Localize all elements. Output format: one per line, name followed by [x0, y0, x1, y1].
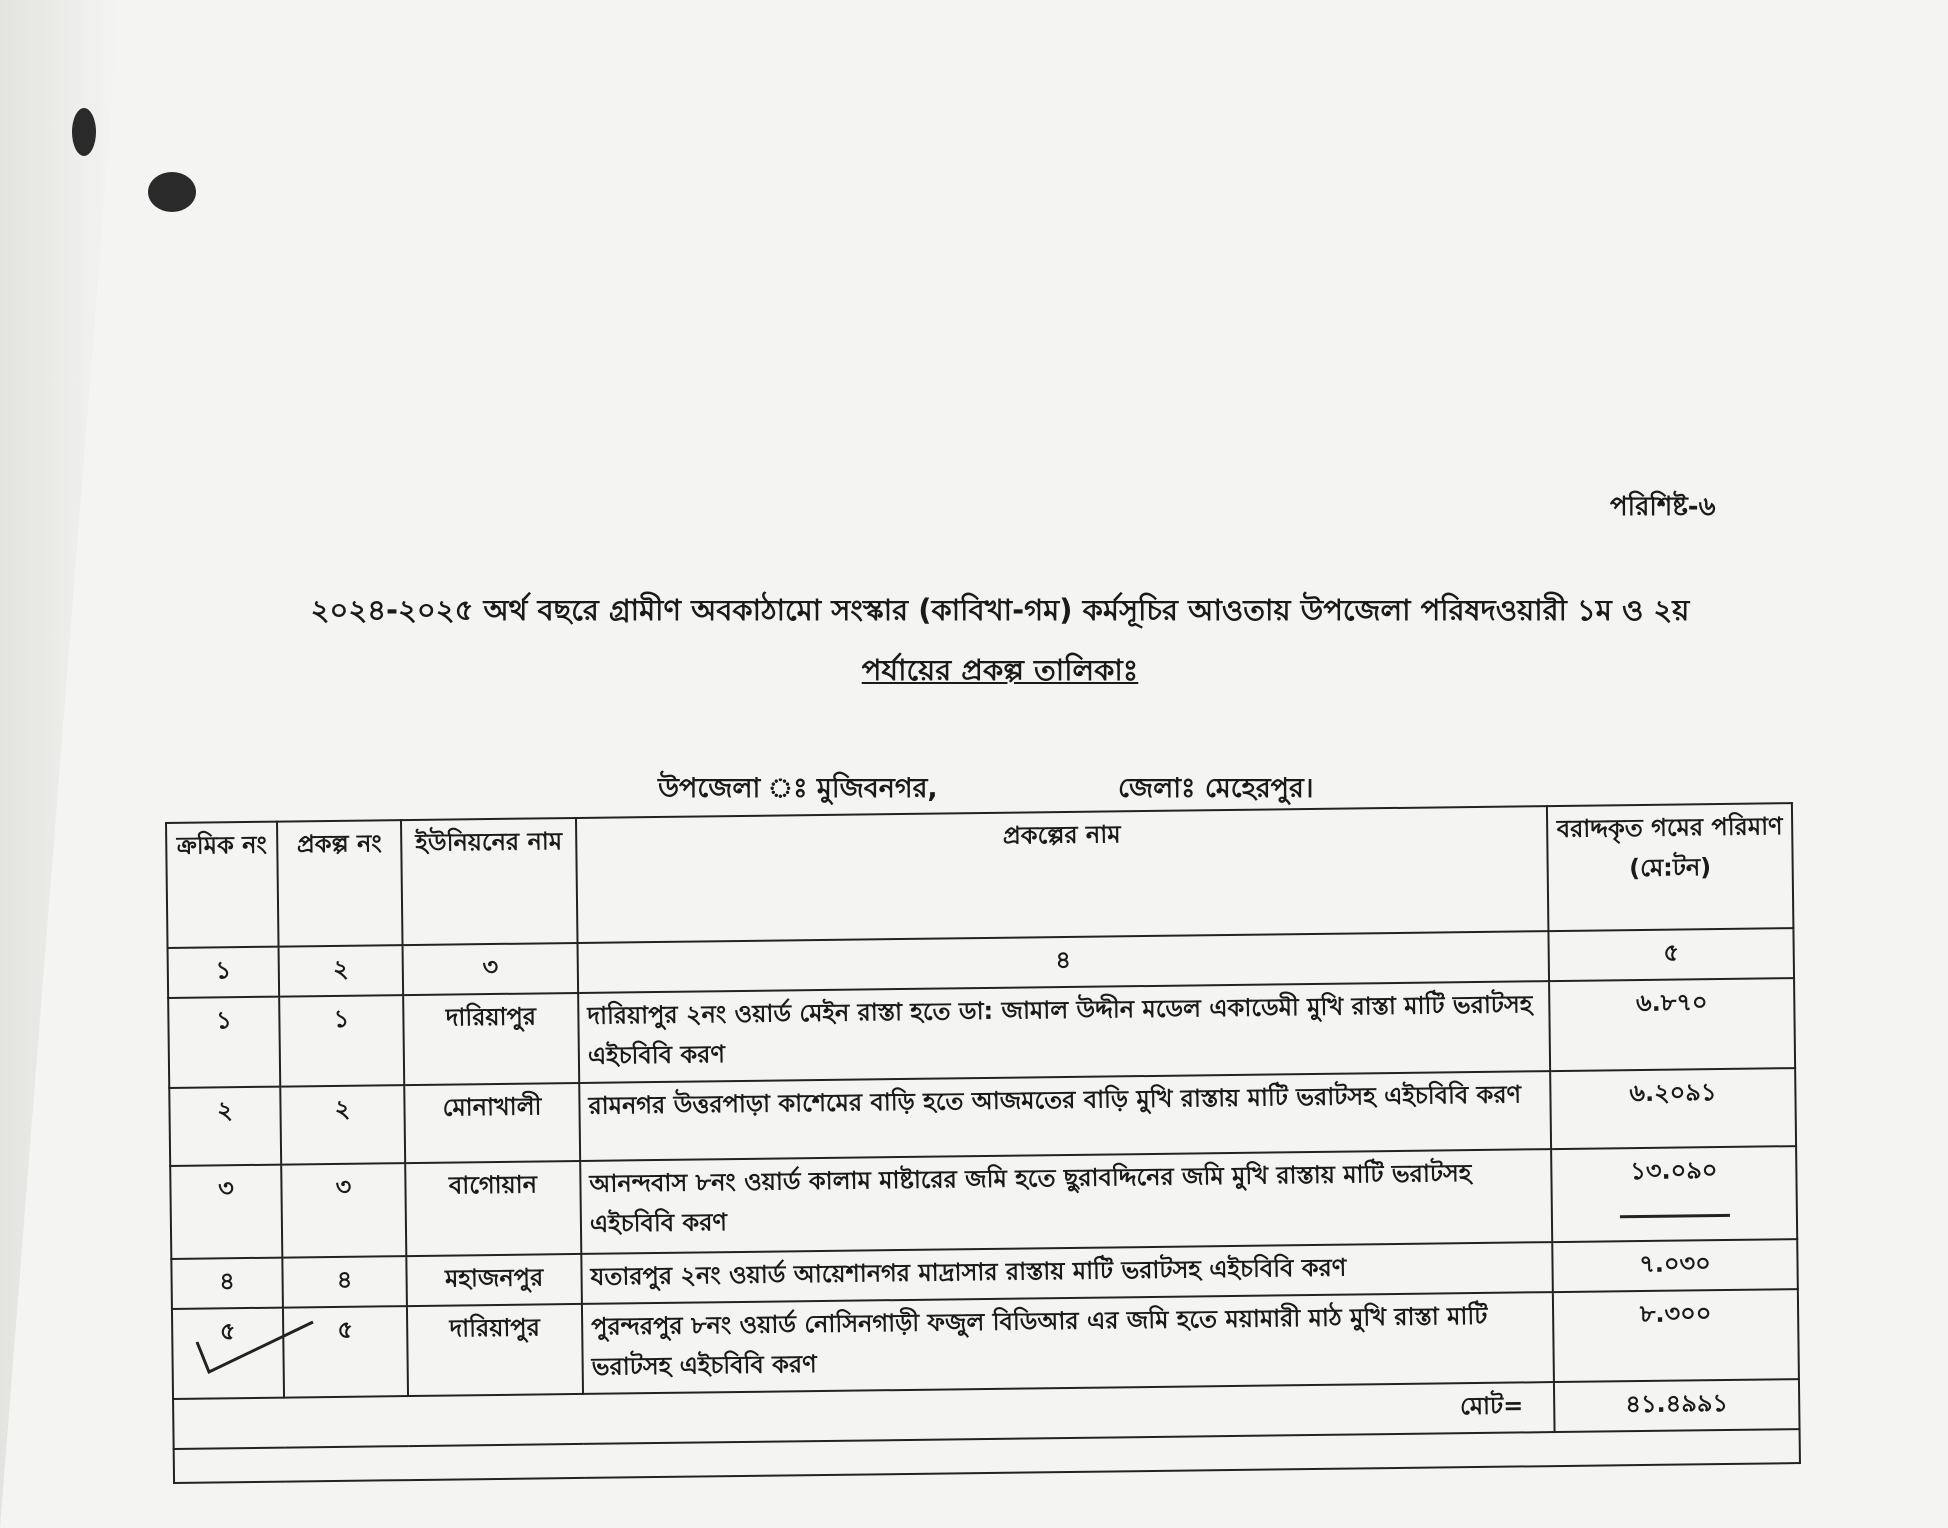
amount-cell: ৭.০৩০ — [1552, 1239, 1798, 1292]
amount-cell: ৬.২০৯১ — [1550, 1068, 1796, 1149]
handwritten-underline — [1619, 1214, 1729, 1218]
punch-hole — [148, 172, 196, 212]
header-serial: ক্রমিক নং — [166, 822, 279, 948]
serial-cell: ৪ — [171, 1258, 283, 1309]
column-number: ১ — [168, 947, 280, 998]
project-table-wrapper — [165, 802, 1799, 1484]
project-no-cell: ৪ — [282, 1256, 407, 1308]
project-name-cell: দারিয়াপুর ২নং ওয়ার্ড মেইন রাস্তা হতে ডা: জামাল উদ্দীন মডেল একাডেমী মুখি রাস্তা মাটি ভরাটসহ এইচবিবি করণ — [578, 981, 1550, 1083]
union-cell: মহাজনপুর — [406, 1254, 582, 1306]
column-number: ২ — [279, 945, 404, 997]
serial-cell: ৫ — [172, 1308, 284, 1399]
project-table — [165, 802, 1801, 1484]
district-label: জেলাঃ মেহেরপুর। — [1118, 773, 1314, 804]
header-project-no: প্রকল্প নং — [277, 820, 403, 947]
header-union: ইউনিয়নের নাম — [401, 818, 578, 945]
document-title-line2: পর্যায়ের প্রকল্প তালিকাঃ — [861, 653, 1139, 687]
annex-label: পরিশিষ্ট-৬ — [1610, 492, 1716, 522]
upazila-label: উপজেলা ঃ মুজিবনগর, — [658, 773, 938, 804]
serial-cell: ১ — [168, 997, 280, 1088]
header-amount: বরাদ্দকৃত গমের পরিমাণ (মে:টন) — [1547, 803, 1794, 931]
amount-cell — [1551, 1146, 1797, 1242]
union-cell: দারিয়াপুর — [407, 1304, 583, 1396]
column-number: ৫ — [1548, 928, 1794, 981]
column-number: ৩ — [403, 943, 579, 995]
amount-cell: ৬.৮৭০ — [1549, 978, 1795, 1071]
header-project-name: প্রকল্পের নাম — [576, 806, 1548, 943]
project-name-cell: পুরন্দরপুর ৮নং ওয়ার্ড নোসিনগাড়ী ফজুল বিডিআর এর জমি হতে ময়ামারী মাঠ মুখি রাস্তা মাটি ভরাটসহ এইচবিবি করণ — [582, 1292, 1554, 1394]
amount-value: ১৩.০৯০ — [1630, 1156, 1718, 1186]
total-value: ৪১.৪৯৯১ — [1554, 1379, 1800, 1432]
page-fold-shadow — [0, 0, 120, 1528]
header-row — [166, 803, 1793, 948]
project-name-cell: যতারপুর ২নং ওয়ার্ড আয়েশানগর মাদ্রাসার রাস্তায় মাটি ভরাটসহ এইচবিবি করণ — [581, 1242, 1553, 1304]
handwritten-check-mark — [195, 1320, 315, 1380]
union-cell: দারিয়াপুর — [403, 993, 579, 1085]
union-cell: বাগোয়ান — [405, 1161, 581, 1256]
column-number: ৪ — [578, 931, 1550, 993]
project-name-cell: আনন্দবাস ৮নং ওয়ার্ড কালাম মাষ্টারের জমি হতে ছুরাবদ্দিনের জমি মুখি রাস্তায় মাটি ভরাটসহ এইচবিবি করণ — [580, 1149, 1552, 1254]
total-label: মোট= — [173, 1382, 1555, 1449]
serial-cell: ৩ — [170, 1165, 282, 1259]
project-no-cell: ১ — [279, 995, 404, 1087]
amount-cell: ৮.৩০০ — [1553, 1289, 1799, 1382]
project-no-cell: ৩ — [281, 1163, 406, 1258]
document-title: ২০২৪-২০২৫ অর্থ বছরে গ্রামীণ অবকাঠামো সংস্কার (কাবিখা-গম) কর্মসূচির আওতায় উপজেলা পরিষদওয়ারী ১ম ও ২য় — [310, 593, 1690, 627]
serial-cell: ২ — [169, 1087, 281, 1166]
punch-hole — [72, 108, 96, 156]
project-no-cell: ৫ — [283, 1306, 408, 1398]
project-no-cell: ২ — [280, 1085, 405, 1165]
project-name-cell: রামনগর উত্তরপাড়া কাশেমের বাড়ি হতে আজমতের বাড়ি মুখি রাস্তায় মাটি ভরাটসহ এইচবিবি করণ — [579, 1071, 1551, 1161]
union-cell: মোনাখালী — [404, 1083, 580, 1163]
